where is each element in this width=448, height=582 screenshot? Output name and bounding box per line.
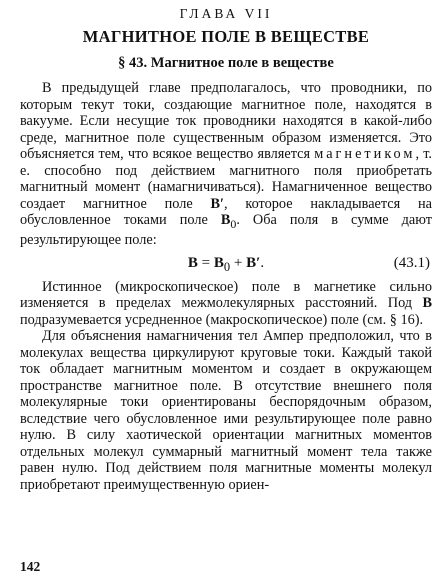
chapter-label: ГЛАВА VII [179, 6, 273, 21]
equation-term-b0-subscript: 0 [223, 259, 231, 274]
section-title: § 43. Магнитное поле в веществе [118, 55, 334, 71]
paragraph-2-text-c: подразумевается усредненное (макроскопическое) поле (см. § 16). [20, 311, 424, 328]
equation-plus: + [230, 254, 247, 271]
equation-term-b-prime: B′ [246, 254, 261, 271]
symbol-b0-subscript: 0 [230, 216, 237, 231]
paragraph-1-text-e: , которое накладывается на обусловленное токами поле [20, 195, 432, 228]
paragraph-1 [20, 80, 432, 249]
page-number: 142 [20, 559, 41, 574]
paragraph-2-text-a: Истинное (микроскопическое) поле в магнетике сильно изменяется в пределах межмолекулярных расстояний. Под [20, 278, 432, 312]
equation-number: (43.1) [393, 254, 430, 271]
page-body [20, 80, 432, 493]
equation-body [20, 251, 432, 279]
symbol-b: B [422, 295, 432, 312]
paragraph-1-text-c: , т. е. способно под действием магнитного поля приобретать магнитный момент (намагничиваться). Намагниченное вещество создает магнитное поле [20, 146, 432, 212]
paragraph-1-text-a: В предыдущей главе предполагалось, что проводники, по которым текут токи, создающие магнитное поле, находятся в вакууме. Если несущие ток проводники находятся в какой-либо среде, магнитное поле существенным образом изменяется. Это объясняется тем, что всякое вещество является [20, 80, 432, 162]
symbol-b-prime: B′ [210, 195, 225, 212]
equation-equals: = [197, 254, 214, 271]
paragraph-2 [20, 279, 432, 329]
symbol-b0: B [220, 212, 231, 228]
emphasis-magnetic: магнетиком [314, 146, 416, 162]
chapter-title: МАГНИТНОЕ ПОЛЕ В ВЕЩЕСТВЕ [82, 27, 370, 46]
book-page [0, 6, 448, 582]
paragraph-1-text-g: . Оба поля в сумме дают результирующее поле: [20, 212, 432, 249]
equation-lhs: B [187, 254, 198, 271]
paragraph-3: Для объяснения намагничения тел Ампер предположил, что в молекулах вещества циркулируют круговые токи. Каждый такой ток обладает магнитным моментом и создает в окружающем пространстве магнитное поле. В отсутствие внешнего поля молекулярные токи ориентированы беспорядочным образом, вследствие чего обусловленное ими результирующее поле равно нулю. В силу хаотической ориентации магнитных моментов отдельных молекул суммарный магнитный момент тела также равен нулю. Под действием поля магнитные моменты молекул приобретают преимущественную ориен- [20, 328, 432, 493]
equation-term-b0: B [213, 254, 224, 271]
equation-43-1 [20, 251, 432, 275]
equation-period: . [260, 254, 265, 271]
